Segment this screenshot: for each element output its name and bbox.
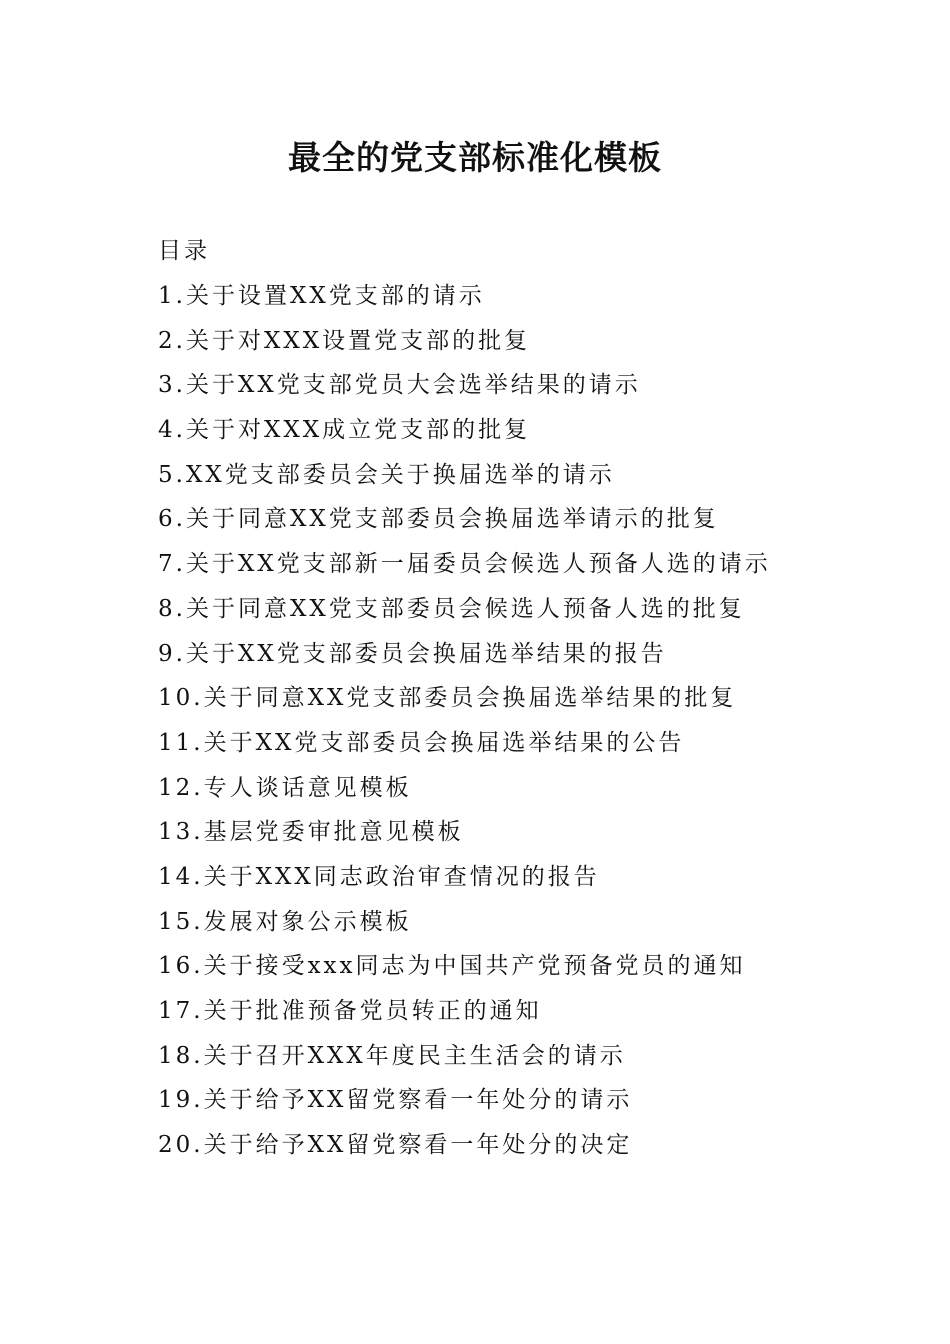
toc-item: 2.关于对XXX设置党支部的批复 xyxy=(158,327,531,354)
toc-list xyxy=(158,279,771,1173)
toc-item: 7.关于XX党支部新一届委员会候选人预备人选的请示 xyxy=(158,551,771,578)
toc-heading: 目录 xyxy=(158,238,210,264)
toc-item: 12.专人谈话意见模板 xyxy=(158,774,412,801)
document-title: 最全的党支部标准化模板 xyxy=(288,138,662,177)
toc-item: 17.关于批准预备党员转正的通知 xyxy=(158,998,542,1024)
toc-item: 9.关于XX党支部委员会换届选举结果的报告 xyxy=(158,640,667,667)
toc-item: 14.关于XXX同志政治审查情况的报告 xyxy=(158,863,600,890)
toc-item: 20.关于给予XX留党察看一年处分的决定 xyxy=(158,1132,633,1159)
toc-item: 19.关于给予XX留党察看一年处分的请示 xyxy=(158,1087,633,1114)
toc-item: 11.关于XX党支部委员会换届选举结果的公告 xyxy=(158,729,685,756)
toc-item: 5.XX党支部委员会关于换届选举的请示 xyxy=(158,461,615,488)
toc-item: 3.关于XX党支部党员大会选举结果的请示 xyxy=(158,372,641,399)
toc-item: 18.关于召开XXX年度民主生活会的请示 xyxy=(158,1042,626,1069)
toc-item: 1.关于设置XX党支部的请示 xyxy=(158,283,485,309)
toc-item: 8.关于同意XX党支部委员会候选人预备人选的批复 xyxy=(158,595,745,622)
toc-item: 15.发展对象公示模板 xyxy=(158,908,412,935)
toc-item: 10.关于同意XX党支部委员会换届选举结果的批复 xyxy=(158,685,737,712)
toc-item: 4.关于对XXX成立党支部的批复 xyxy=(158,417,531,444)
toc-item: 13.基层党委审批意见模板 xyxy=(158,819,464,846)
toc-item: 6.关于同意XX党支部委员会换届选举请示的批复 xyxy=(158,506,719,533)
toc-item: 16.关于接受xxx同志为中国共产党预备党员的通知 xyxy=(158,953,746,980)
